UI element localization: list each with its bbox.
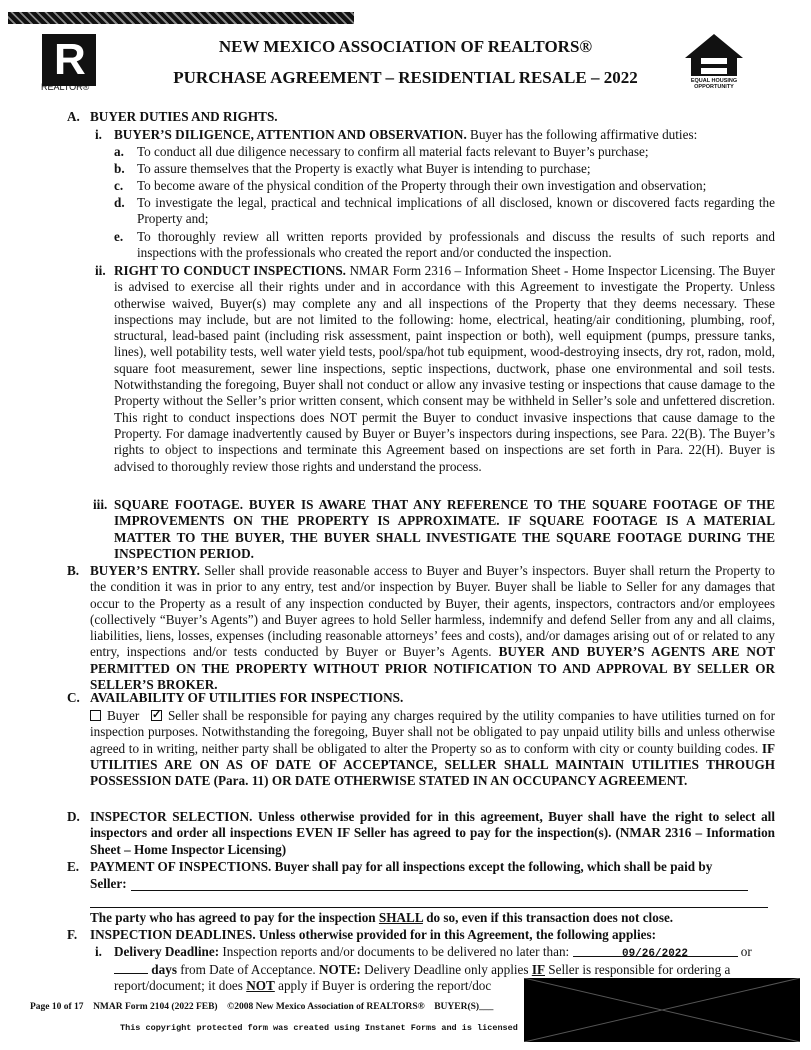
item-e-label: e. — [114, 229, 124, 244]
redaction-cross-icon — [524, 978, 800, 1042]
delivery-deadline-or: or — [740, 944, 752, 959]
delivery-deadline-text: Inspection reports and/or documents to be delivered no later than: — [222, 944, 570, 959]
item-i-text: Buyer has the following affirmative duties: — [470, 127, 698, 142]
redaction-box — [524, 978, 800, 1042]
item-a-text: To conduct all due diligence necessary to confirm all material facts relevant to Buyer’s purchase; — [137, 144, 649, 159]
item-f-i-label: i. — [95, 944, 102, 959]
item-i-line — [114, 127, 697, 143]
section-e-seller-label: Seller: — [90, 876, 127, 891]
section-c-label: C. — [67, 690, 80, 705]
section-d-text: INSPECTOR SELECTION. Unless otherwise provided for in this agreement, Buyer shall have the right to select all inspectors and order all inspections EVEN IF Seller has agreed to pay for the inspection(s). (NMAR 2316 – Information Sheet – Home Inspector Licensing) — [90, 809, 775, 857]
item-iii-label: iii. — [93, 497, 108, 512]
item-f-i-line3 — [114, 978, 491, 994]
item-i-label: i. — [95, 127, 102, 142]
seller-inspections-field[interactable] — [131, 878, 748, 891]
item-c-text: To become aware of the physical condition of the Property through their own investigation and observation; — [137, 178, 707, 193]
section-a-title: BUYER DUTIES AND RIGHTS. — [90, 109, 278, 124]
delivery-line3-a: report/document; it does — [114, 978, 243, 993]
delivery-deadline-title: Delivery Deadline: — [114, 944, 220, 959]
footer-page-number: Page 10 of 17 — [30, 1002, 84, 1012]
item-iii-text: SQUARE FOOTAGE. BUYER IS AWARE THAT ANY REFERENCE TO THE SQUARE FOOTAGE OF THE IMPROVEMENTS ON THE PROPERTY IS APPROXIMATE. IF SQUARE FOOTAGE IS A MATERIAL MATTER TO THE BUYER, THE BUYER SHALL INVESTIGATE THE SQUARE FOOTAGE DURING THE INSPECTION PERIOD. — [114, 497, 775, 561]
delivery-not-word: NOT — [246, 978, 275, 993]
item-ii-title: RIGHT TO CONDUCT INSPECTIONS. — [114, 263, 346, 278]
section-e-note — [90, 910, 673, 926]
item-i-title: BUYER’S DILIGENCE, ATTENTION AND OBSERVATION. — [114, 127, 467, 142]
delivery-line2-c: Seller is responsible for ordering a — [548, 962, 731, 977]
item-a-label: a. — [114, 144, 124, 159]
delivery-days-field[interactable] — [114, 961, 148, 974]
delivery-deadline-date: 09/26/2022 — [621, 948, 688, 960]
footer-form-number: NMAR Form 2104 (2022 FEB) — [93, 1002, 218, 1012]
section-b-label: B. — [67, 563, 80, 578]
item-f-i-line2 — [114, 961, 730, 978]
section-f-label: F. — [67, 927, 78, 942]
footer-license-notice: This copyright protected form was created using Instanet Forms and is licensed — [120, 1023, 518, 1033]
footer-buyer-initials: BUYER(S)___ — [434, 1002, 494, 1012]
section-b-bold-text: BUYER AND BUYER’S AGENTS ARE NOT PERMITTED ON THE PROPERTY WITHOUT PRIOR NOTIFICATION TO AND APPROVAL BY SELLER OR SELLER’S BROKER. — [90, 644, 775, 693]
seller-option-label: Seller — [167, 708, 199, 723]
item-d-text: To investigate the legal, practical and technical implications of all disclosed, known or discovered facts regarding the Property and; — [137, 195, 775, 227]
delivery-if-word: IF — [531, 962, 545, 977]
section-f-text: INSPECTION DEADLINES. Unless otherwise provided for in this Agreement, the following applies: — [90, 927, 657, 942]
item-b-text: To assure themselves that the Property is exactly what Buyer is intending to purchase; — [137, 161, 591, 176]
item-f-i-line1 — [114, 944, 752, 960]
redaction-bar-top — [8, 12, 354, 24]
section-c-bold-text: IF UTILITIES ARE ON AS OF DATE OF ACCEPTANCE, SELLER SHALL MAINTAIN UTILITIES THROUGH POSSESSION DATE (Para. 11) OR DATE OTHERWISE STATED IN AN OCCUPANCY AGREEMENT. — [90, 740, 775, 789]
delivery-note-label: NOTE: — [319, 962, 361, 977]
delivery-line2-b: Delivery Deadline only applies — [364, 962, 529, 977]
item-c-label: c. — [114, 178, 124, 193]
delivery-days-label: days — [151, 962, 177, 977]
footer-copyright: ©2008 New Mexico Association of REALTORS® — [227, 1002, 425, 1012]
section-b-title: BUYER’S ENTRY. — [90, 563, 200, 578]
delivery-line3-b: apply if Buyer is ordering the report/doc — [278, 978, 492, 993]
item-b-label: b. — [114, 161, 125, 176]
section-c-paragraph — [90, 708, 775, 789]
association-title: NEW MEXICO ASSOCIATION OF REALTORS® — [218, 37, 593, 56]
item-ii-paragraph — [114, 263, 775, 475]
seller-inspections-field-line2[interactable] — [90, 895, 768, 908]
section-c-text: shall be responsible for paying any charges required by the utility companies to have utilities turned on for inspection purposes. Notwithstanding the foregoing, Buyer shall not be obligated to pay unpaid utility bills and unless otherwise agreed to in writing, neither party shall be obligated to alter the Property so as to conform with city or county building codes. — [90, 708, 776, 756]
item-ii-label: ii. — [95, 263, 106, 278]
item-e-text: To thoroughly review all written reports provided by professionals and discuss the results of such reports and inspections with the professionals who created the report and/or conducted the inspection. — [137, 229, 775, 261]
section-b-paragraph — [90, 563, 775, 693]
seller-checkbox[interactable] — [151, 710, 162, 721]
buyer-checkbox[interactable] — [90, 710, 101, 721]
section-b-text: Seller shall provide reasonable access to Buyer and Buyer’s inspectors. Buyer shall return the Property to the condition it was in prior to any entry, test and/or inspection by Buyer. Buyer shall be liable to Seller for any damages that occur to the Property as a result of any inspection conducted by Buyer, their agents, inspectors, contractors and/or employees (collectively “Buyer’s Agents”) and Buyer agrees to hold Seller harmless, indemnify and defend Seller from any and all claims, liabilities, liens, losses, expenses (including reasonable attorneys’ fees and costs), and/or damages arising out of or related to any entry, inspections and/or tests conducted by Buyer or Buyer’s Agents. — [90, 563, 776, 660]
section-e-label: E. — [67, 859, 80, 874]
section-d-label: D. — [67, 809, 80, 824]
section-c-title: AVAILABILITY OF UTILITIES FOR INSPECTIONS. — [90, 690, 404, 705]
item-ii-text: NMAR Form 2316 – Information Sheet - Home Inspector Licensing. The Buyer is advised to exercise all their rights under and in accordance with this Agreement to investigate the Property. Unless otherwise waived, Buyer(s) may complete any and all inspections of the Property that they deems necessary. These inspections may include, but are not limited to the following: home, electrical, heating/air conditioning, plumbing, roof, structural, lead-based paint (including risk assessment, paint inspection or both), well equipment (pumps, pressure tanks, lines), well potability tests, well water yield tests, pool/spa/hot tub equipment, wood-destroying insects, dry rot, radon, mold, square foot measurement, sewer line inspections, septic inspections, ductwork, phase one environmental and soil tests. Notwithstanding the foregoing, Buyer shall not conduct or allow any invasive testing or inspections that cause damage to the Property without the Seller’s prior written consent, which consent may be withheld in Seller’s sole and unfettered discretion. This right to conduct inspections does NOT permit the Buyer to conduct invasive inspections that cause damage to the Property. For damage inadvertently caused by Buyer or Buyer’s inspectors during inspections, see Para. 22(B). The Buyer’s rights to object to inspections and terminate this Agreement based on inspections are set forth in Para. 22(H). Buyer is advised to thoroughly review those rights and understand the process. — [114, 263, 775, 474]
section-a-label: A. — [67, 109, 80, 124]
equal-housing-label: EQUAL HOUSING OPPORTUNITY — [690, 78, 738, 90]
item-d-label: d. — [114, 195, 125, 210]
buyer-option-label: Buyer — [107, 708, 140, 723]
realtor-logo: R — [42, 34, 96, 86]
section-e-text: PAYMENT OF INSPECTIONS. Buyer shall pay for all inspections except the following, which shall be paid by — [90, 859, 713, 874]
section-e-note-pre: The party who has agreed to pay for the inspection — [90, 910, 376, 925]
page-footer — [30, 1002, 493, 1012]
delivery-deadline-date-field[interactable] — [573, 944, 738, 960]
realtor-logo-label: REALTOR® — [41, 82, 90, 92]
section-e-note-post: do so, even if this transaction does not close. — [426, 910, 674, 925]
delivery-line2-a: from Date of Acceptance. — [180, 962, 316, 977]
section-e-note-shall: SHALL — [378, 910, 423, 925]
document-title: PURCHASE AGREEMENT – RESIDENTIAL RESALE – 2022 — [173, 68, 638, 87]
